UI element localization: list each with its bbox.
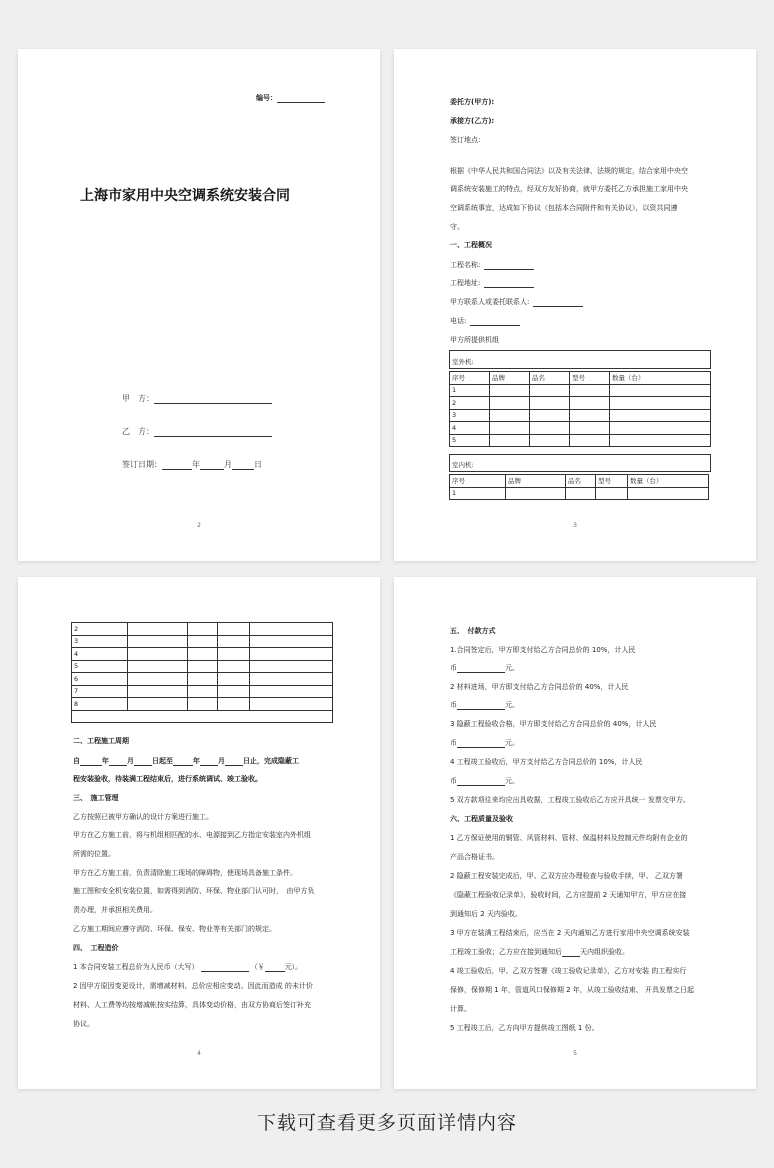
paragraph-line: 产品合格证书。 [450, 853, 499, 861]
table-cell: 2 [450, 397, 490, 410]
paragraph-line: 到通知后 2 天内验收。 [450, 910, 522, 918]
indoor-unit-box [449, 454, 711, 472]
payment-line: 3 隐蔽工程验收合格，甲方即支付给乙方合同总价的 40%，计人民 [450, 720, 657, 728]
page-number: 5 [573, 1050, 577, 1057]
table-cell: 4 [72, 648, 128, 661]
intro-line: 根据《中华人民共和国合同法》以及有关法律、法规的规定，结合家用中央空 [450, 167, 688, 175]
project-address-field: 工程地址: [450, 279, 534, 288]
table-row [450, 384, 711, 397]
party-a-field: 甲 方： [122, 393, 272, 404]
paragraph-line: 责办理，并承担相关费用。 [73, 906, 157, 914]
section-heading: 二、工程施工周期 [73, 737, 129, 745]
table-header-row [450, 372, 711, 385]
table-cell: 3 [72, 635, 128, 648]
payment-amount: 币 元。 [450, 701, 519, 709]
phone-field: 电话: [450, 317, 520, 326]
paragraph-line: 乙方按照已被甲方确认的设计方案进行施工。 [73, 813, 213, 821]
payment-amount: 币 元。 [450, 777, 519, 785]
outdoor-unit-table [449, 371, 711, 447]
table-header-cell: 序号 [450, 475, 506, 488]
party-b-field: 乙 方： [122, 426, 272, 437]
table-row [72, 673, 333, 686]
table-cell: 1 [450, 384, 490, 397]
table-row [72, 635, 333, 648]
table-cell: 6 [72, 673, 128, 686]
table-row [72, 623, 333, 636]
table-row [72, 685, 333, 698]
payment-amount: 币 元。 [450, 664, 519, 672]
page-number: 3 [573, 522, 577, 529]
document-page-4 [18, 577, 380, 1089]
table-header-cell: 品名 [530, 372, 570, 385]
document-page-2 [18, 49, 380, 561]
table-cell: 4 [450, 422, 490, 435]
paragraph-line: 施工图和安全机安装位置，如需得到消防、环保、物业部门认可时， 由甲方负 [73, 887, 315, 895]
payment-amount: 币 元。 [450, 739, 519, 747]
payment-line: 2 材料进场，甲方即支付给乙方合同总价的 40%，计人民 [450, 683, 629, 691]
table-header-cell: 品牌 [490, 372, 530, 385]
intro-line: 空调系统事宜，达成如下协议（包括本合同附件和有关协议），以资共同遵 [450, 204, 678, 212]
table-row [72, 710, 333, 723]
paragraph-line: 保修，保修期 1 年，管道风口保修期 2 年，从竣工验收结束、 开具发票之日起 [450, 986, 695, 994]
sign-place-label: 签订地点: [450, 136, 481, 144]
section-heading: 一、工程概况 [450, 241, 492, 249]
payment-line: 1.合同签定后，甲方即支付给乙方合同总价的 10%，计人民 [450, 646, 636, 654]
section-heading: 六、工程质量及验收 [450, 815, 513, 823]
paragraph-line: 协议。 [73, 1020, 94, 1028]
table-cell: 5 [72, 660, 128, 673]
download-more-caption: 下载可查看更多页面详情内容 [256, 1112, 517, 1134]
table-row [72, 660, 333, 673]
paragraph-line: 2 隐蔽工程安装完成后，甲、乙双方应办理检查与验收手续，甲、 乙双方署 [450, 872, 683, 880]
table-cell: 2 [72, 623, 128, 636]
paragraph-line: 乙方施工期间应遵守消防、环保、保安、物业等有关部门的规定。 [73, 925, 276, 933]
table-header-cell: 品牌 [506, 475, 566, 488]
paragraph-line: 计算。 [450, 1005, 471, 1013]
table-row [72, 648, 333, 661]
price-line: 1 本合同安装工程总价为人民币（大写） （￥ 元）。 [73, 963, 303, 971]
paragraph-line: 甲方在乙方施工前，将与机组相匹配的水、电源接到乙方指定安装室内外机组 [73, 831, 311, 839]
table-header-cell: 序号 [450, 372, 490, 385]
table-cell: 3 [450, 409, 490, 422]
table-header-cell: 数量（台） [628, 475, 709, 488]
period-line: 程安装验收，待装满工程结束后，进行系统调试、竣工验收。 [73, 775, 262, 783]
sign-date-field: 签订日期： 年 月 日 [122, 460, 262, 469]
section-heading: 三、 施工管理 [73, 794, 119, 802]
table-row [450, 409, 711, 422]
table-row [450, 487, 709, 500]
document-title: 上海市家用中央空调系统安装合同 [80, 188, 290, 204]
table-header-cell: 型号 [570, 372, 610, 385]
table-cell: 1 [450, 487, 506, 500]
table-row [450, 422, 711, 435]
paragraph-line: 甲方在乙方施工前，负责清除施工现场的障碍物，使现场具备施工条件。 [73, 869, 297, 877]
indoor-unit-table [449, 474, 709, 500]
outdoor-unit-label: 室外机: [452, 358, 474, 366]
page-number: 2 [197, 522, 201, 529]
paragraph-line: 材料、人工费等均按增减帐按实结算，具体变动价格，由双方协商后签订补充 [73, 1001, 311, 1009]
document-page-3 [394, 49, 756, 561]
paragraph-line: 1 乙方保证使用的铜管、风管材料、管材、保温材料及控制元件均附有企业的 [450, 834, 688, 842]
section-heading: 四、 工程造价 [73, 944, 119, 952]
contact-field: 甲方联系人或委托联系人: [450, 298, 583, 307]
client-label: 委托方(甲方): [450, 98, 495, 106]
paragraph-line: 工程竣工验收；乙方应在接到通知后 天内组织验收。 [450, 948, 629, 956]
indoor-unit-label: 室内机: [452, 461, 474, 469]
intro-line: 调系统安装施工的特点，经双方友好协商，就甲方委托乙方承担施工家用中央 [450, 185, 688, 193]
table-cell: 8 [72, 698, 128, 711]
table-header-row [450, 475, 709, 488]
equipment-table-continued [71, 622, 333, 723]
project-name-field: 工程名称: [450, 261, 534, 270]
paragraph-line: 5 工程竣工后，乙方向甲方提供竣工图纸 1 份。 [450, 1024, 599, 1032]
table-cell: 5 [450, 434, 490, 447]
supplied-units-label: 甲方所提供机组 [450, 336, 499, 344]
table-cell [72, 710, 333, 723]
payment-line: 5 双方款项往来均应出具收据，工程竣工验收后乙方应开具统一 发票交甲方。 [450, 796, 690, 804]
paragraph-line: 所需的位置。 [73, 850, 115, 858]
paragraph-line: 2 因甲方原因变更设计，需增减材料，总价应相应变动。因此而造成 的未计价 [73, 982, 313, 990]
table-row [450, 397, 711, 410]
intro-line: 守。 [450, 223, 464, 231]
document-page-5 [394, 577, 756, 1089]
table-header-cell: 品名 [566, 475, 596, 488]
outdoor-unit-box [449, 350, 711, 369]
table-header-cell: 数量（台） [610, 372, 711, 385]
contract-number-label: 编号： [256, 94, 325, 103]
table-row [72, 698, 333, 711]
payment-line: 4 工程竣工验收后，甲方支付给乙方合同总价的 10%，计人民 [450, 758, 643, 766]
table-cell: 7 [72, 685, 128, 698]
period-line: 自 年 月 日起至 年 月 日止，完成隐蔽工 [73, 757, 299, 765]
table-header-cell: 型号 [596, 475, 628, 488]
contractor-label: 承接方(乙方): [450, 117, 495, 125]
paragraph-line: 《隐蔽工程验收记录单》，验收时间，乙方应提前 2 天通知甲方，甲方应在接 [450, 891, 687, 899]
paragraph-line: 4 竣工验收后，甲、乙双方签署《竣工验收记录单》，乙方对安装 的工程实行 [450, 967, 687, 975]
section-heading: 五、 付款方式 [450, 627, 496, 635]
paragraph-line: 3 甲方在装满工程结束后，应当在 2 天内通知乙方进行家用中央空调系统安装 [450, 929, 690, 937]
table-row [450, 434, 711, 447]
page-number: 4 [197, 1050, 201, 1057]
